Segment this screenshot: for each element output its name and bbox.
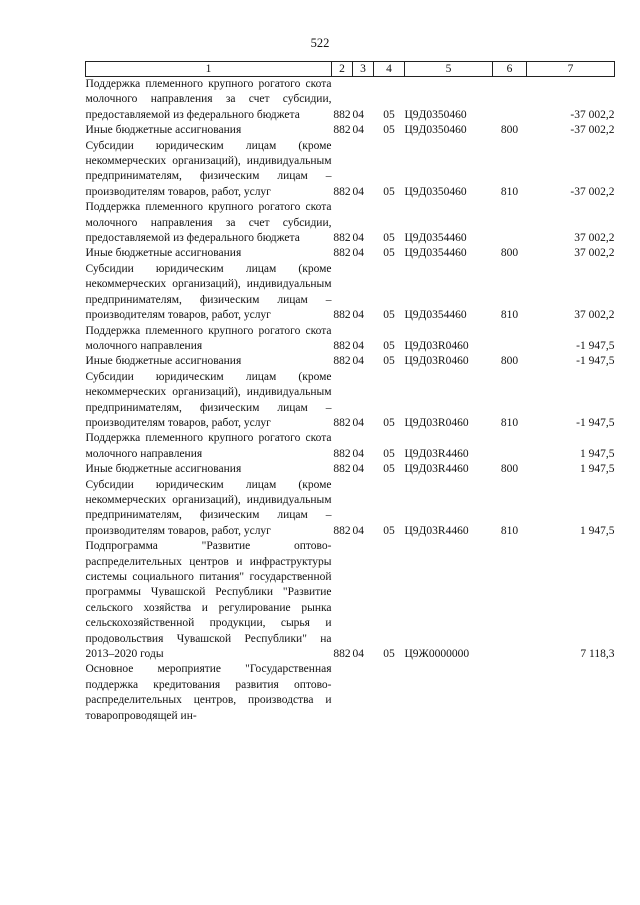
row-subsection-code <box>374 662 405 724</box>
row-amount: 37 002,2 <box>574 247 615 260</box>
row-subsection-code: 05 <box>383 108 395 121</box>
table-header <box>86 62 615 77</box>
row-subsection-code: 05 <box>383 447 395 460</box>
table-row <box>86 246 615 261</box>
row-subsection-code: 05 <box>383 124 395 137</box>
row-subsection-code: 05 <box>383 339 395 352</box>
row-expense-type: 810 <box>500 309 519 322</box>
header-col-7: 7 <box>527 62 615 77</box>
table-row <box>86 354 615 369</box>
row-subsection-code: 05 <box>383 185 395 198</box>
row-target-article: Ц9Д0354460 <box>404 247 467 260</box>
header-col-6: 6 <box>493 62 527 77</box>
table-row <box>86 539 615 662</box>
row-expense-type: 810 <box>500 416 519 429</box>
row-ministry-code: 882 <box>333 339 351 352</box>
table-row <box>86 324 615 355</box>
row-name: Основное мероприятие "Государственная поддержка кредитования развития оптово-распределительных центров, производства и товаропроводящей ин- <box>85 663 332 722</box>
row-target-article: Ц9Д03R0460 <box>404 339 469 352</box>
row-expense-type: 800 <box>500 124 519 137</box>
row-subsection-code: 05 <box>383 247 395 260</box>
row-section-code: 04 <box>352 648 364 661</box>
row-name: Поддержка племенного крупного рогатого скота молочного направления за счет субсидии, предоставляемой из федерального бюджета <box>85 78 332 121</box>
table-row <box>86 262 615 324</box>
row-amount: -1 947,5 <box>576 339 615 352</box>
table-row <box>86 200 615 246</box>
table-body <box>86 77 615 725</box>
row-ministry-code: 882 <box>333 447 351 460</box>
row-section-code: 04 <box>352 416 364 429</box>
row-section-code: 04 <box>352 232 364 245</box>
row-target-article: Ц9Д0350460 <box>404 185 467 198</box>
row-section-code: 04 <box>352 339 364 352</box>
row-name: Иные бюджетные ассигнования <box>85 124 242 137</box>
table-row <box>86 431 615 462</box>
row-target-article: Ц9Д03R4460 <box>404 463 469 476</box>
row-subsection-code: 05 <box>383 232 395 245</box>
row-ministry-code: 882 <box>333 247 351 260</box>
row-amount: -1 947,5 <box>576 355 615 368</box>
row-ministry-code: 882 <box>333 463 351 476</box>
row-target-article: Ц9Ж0000000 <box>404 648 470 661</box>
row-name: Поддержка племенного крупного рогатого скота молочного направления <box>85 324 332 352</box>
row-amount: 7 118,3 <box>580 648 615 661</box>
row-amount: 1 947,5 <box>580 463 615 476</box>
row-section-code: 04 <box>352 447 364 460</box>
row-ministry-code: 882 <box>333 648 351 661</box>
row-ministry-code: 882 <box>333 524 351 537</box>
row-target-article: Ц9Д03R4460 <box>404 447 469 460</box>
row-amount: 1 947,5 <box>580 447 615 460</box>
row-name: Субсидии юридическим лицам (кроме некоммерческих организаций), индивидуальным предпринимателям, физическим лицам – производителям товаров, работ, услуг <box>85 478 332 537</box>
row-expense-type <box>493 431 527 462</box>
row-target-article: Ц9Д03R0460 <box>404 416 469 429</box>
row-target-article: Ц9Д03R4460 <box>404 524 469 537</box>
row-expense-type <box>493 77 527 124</box>
table-row <box>86 139 615 201</box>
row-amount: 37 002,2 <box>574 232 615 245</box>
row-name: Субсидии юридическим лицам (кроме некоммерческих организаций), индивидуальным предпринимателям, физическим лицам – производителям товаров, работ, услуг <box>85 139 332 198</box>
row-section-code: 04 <box>352 185 364 198</box>
row-amount: -37 002,2 <box>570 108 615 121</box>
table-row <box>86 462 615 477</box>
row-expense-type <box>493 539 527 662</box>
row-ministry-code: 882 <box>333 185 351 198</box>
table-row <box>86 478 615 540</box>
table-row <box>86 370 615 432</box>
row-subsection-code: 05 <box>383 463 395 476</box>
row-name: Иные бюджетные ассигнования <box>85 355 242 368</box>
row-name: Иные бюджетные ассигнования <box>85 463 242 476</box>
header-col-2: 2 <box>332 62 353 77</box>
row-name: Подпрограмма "Развитие оптово-распределительных центров и инфраструктуры системы социального питания" государственной программы Чувашской Республики "Развитие сельского хозяйства и регулирование рынка сельскохозяйственной продукции, сырья и продовольствия Чувашской Республики" на 2013–2020 годы <box>85 540 332 661</box>
row-amount: 1 947,5 <box>580 524 615 537</box>
row-section-code: 04 <box>352 463 364 476</box>
row-target-article: Ц9Д0350460 <box>404 124 467 137</box>
row-target-article: Ц9Д03R0460 <box>404 355 469 368</box>
row-amount: -37 002,2 <box>570 124 615 137</box>
table-row <box>86 662 615 724</box>
header-col-1: 1 <box>86 62 332 77</box>
row-target-article: Ц9Д0354460 <box>404 232 467 245</box>
budget-table <box>85 61 615 724</box>
row-name: Субсидии юридическим лицам (кроме некоммерческих организаций), индивидуальным предпринимателям, физическим лицам – производителям товаров, работ, услуг <box>85 262 332 322</box>
header-col-5: 5 <box>405 62 493 77</box>
row-name: Поддержка племенного крупного рогатого скота молочного направления за счет субсидии, предоставляемой из федерального бюджета <box>85 201 332 245</box>
row-target-article <box>405 662 493 724</box>
row-expense-type: 810 <box>500 524 519 537</box>
header-col-3: 3 <box>353 62 374 77</box>
row-expense-type: 800 <box>500 247 519 260</box>
row-expense-type: 800 <box>500 355 519 368</box>
row-target-article: Ц9Д0354460 <box>404 309 467 322</box>
row-section-code: 04 <box>352 247 364 260</box>
row-expense-type: 800 <box>500 463 519 476</box>
row-name: Поддержка племенного крупного рогатого скота молочного направления <box>85 432 332 460</box>
header-col-4: 4 <box>374 62 405 77</box>
row-subsection-code: 05 <box>383 524 395 537</box>
table-row <box>86 123 615 138</box>
row-ministry-code: 882 <box>333 232 351 245</box>
row-subsection-code: 05 <box>383 309 395 322</box>
page-number: 522 <box>310 36 330 50</box>
row-section-code: 04 <box>352 355 364 368</box>
row-subsection-code: 05 <box>383 416 395 429</box>
row-subsection-code: 05 <box>383 355 395 368</box>
row-expense-type <box>493 200 527 246</box>
row-section-code: 04 <box>352 108 364 121</box>
row-amount: 37 002,2 <box>574 309 615 322</box>
row-ministry-code: 882 <box>333 108 351 121</box>
row-section-code: 04 <box>352 124 364 137</box>
row-expense-type: 810 <box>500 185 519 198</box>
row-name: Субсидии юридическим лицам (кроме некоммерческих организаций), индивидуальным предпринимателям, физическим лицам – производителям товаров, работ, услуг <box>85 370 332 429</box>
row-name: Иные бюджетные ассигнования <box>85 247 242 260</box>
row-section-code <box>353 662 374 724</box>
header-row <box>86 62 615 77</box>
row-amount: -1 947,5 <box>576 416 615 429</box>
row-expense-type <box>493 662 527 724</box>
row-ministry-code <box>332 662 353 724</box>
row-amount <box>527 662 615 724</box>
row-section-code: 04 <box>352 524 364 537</box>
row-ministry-code: 882 <box>333 416 351 429</box>
row-ministry-code: 882 <box>333 355 351 368</box>
row-ministry-code: 882 <box>333 309 351 322</box>
table-row <box>86 77 615 124</box>
row-section-code: 04 <box>352 309 364 322</box>
row-ministry-code: 882 <box>333 124 351 137</box>
row-expense-type <box>493 324 527 355</box>
row-subsection-code: 05 <box>383 648 395 661</box>
row-target-article: Ц9Д0350460 <box>404 108 467 121</box>
row-amount: -37 002,2 <box>570 185 615 198</box>
